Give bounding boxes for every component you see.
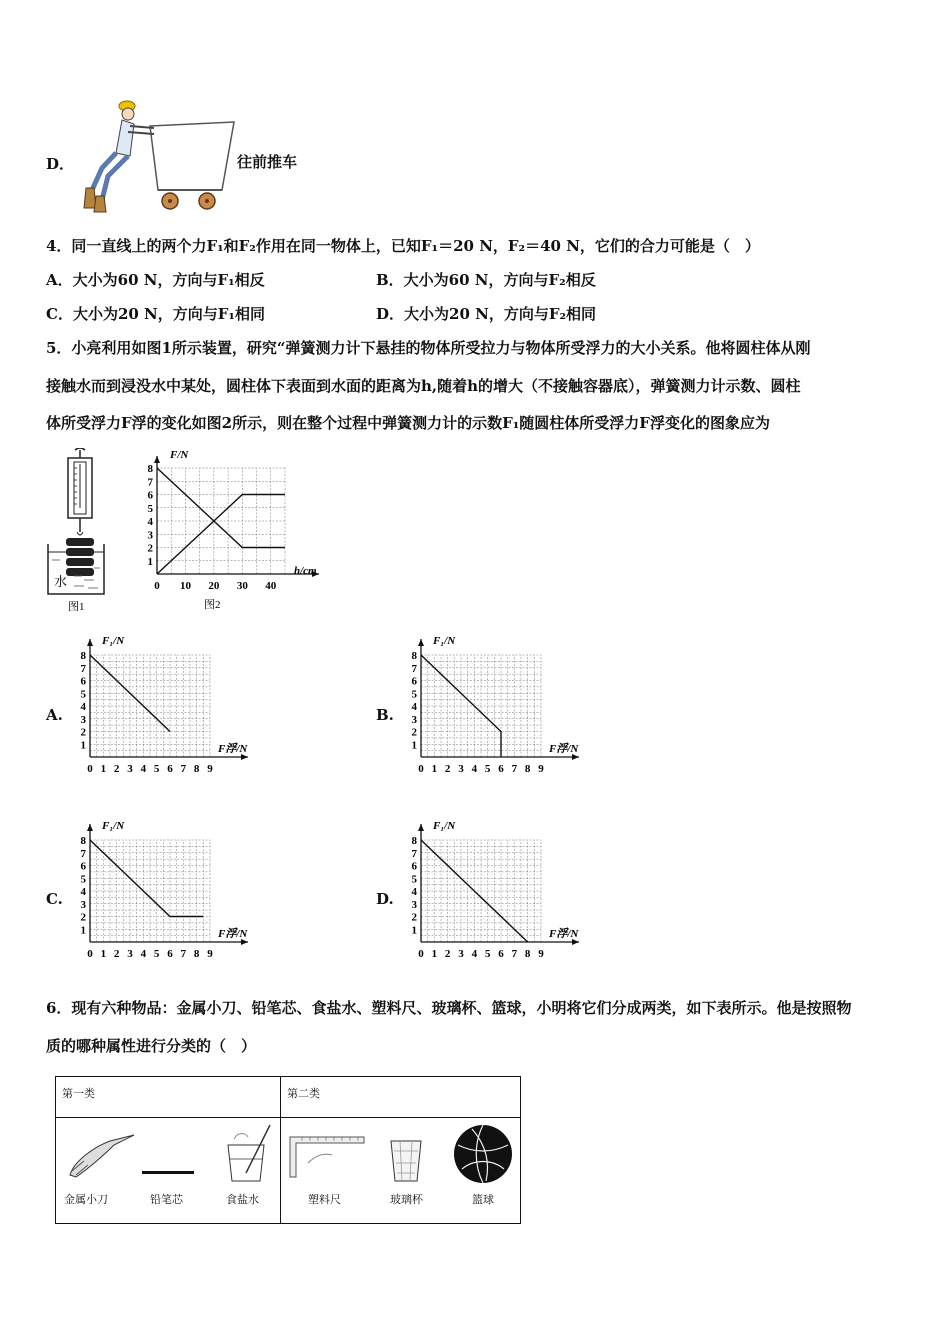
q3-option-d-text: 往前推车	[237, 153, 298, 171]
option-d-ytick: 6	[411, 860, 417, 873]
option-a-ytick: 5	[80, 688, 86, 701]
q5-option-c-chart	[72, 815, 262, 965]
option-c-xtick: 1	[100, 948, 107, 960]
q5-option-b-label: B.	[376, 706, 394, 724]
option-b-xtick: 9	[538, 763, 544, 775]
option-a-y-arrow	[87, 639, 93, 646]
option-a-xtick: 1	[100, 763, 107, 775]
option-a-ytick: 6	[80, 675, 86, 688]
option-a-xtick: 2	[113, 763, 120, 775]
option-d-ytick: 5	[411, 873, 417, 886]
fig2-ylabel: F/N	[170, 449, 189, 461]
classification-table	[55, 1076, 521, 1224]
option-b-ytick: 8	[411, 650, 417, 662]
item-metal-knife: 金属小刀	[64, 1193, 108, 1206]
option-b-ylabel: F₁/N	[433, 635, 456, 647]
option-a-ytick: 3	[80, 713, 86, 726]
option-c-xtick: 6	[167, 948, 173, 960]
item-salt-water: 食盐水	[226, 1193, 259, 1206]
table-header-class2: 第二类	[287, 1087, 320, 1100]
option-b-xtick: 1	[431, 763, 438, 775]
option-c-xtick: 7	[180, 948, 187, 960]
fig2-ytick: 7	[147, 476, 153, 489]
option-c-y-arrow	[87, 824, 93, 831]
figure1-caption: 图1	[68, 601, 85, 613]
push-cart-illustration	[72, 98, 237, 216]
option-b-ytick: 3	[411, 713, 417, 726]
figure1-water-label: 水	[54, 574, 68, 589]
option-a-xtick: 6	[167, 763, 173, 775]
basketball-image	[452, 1123, 514, 1185]
item-glass-cup: 玻璃杯	[390, 1193, 423, 1206]
option-c-xtick: 8	[193, 948, 200, 960]
fig2-y-arrow	[154, 456, 160, 463]
salt-water-image	[220, 1123, 274, 1185]
option-b-xtick: 4	[471, 763, 478, 775]
option-d-ytick: 7	[411, 847, 417, 860]
option-c-ytick: 3	[80, 898, 86, 911]
option-a-xtick: 4	[140, 763, 147, 775]
option-b-ytick: 6	[411, 675, 417, 688]
option-d-ytick: 8	[411, 835, 417, 847]
option-a-xtick: 5	[153, 763, 160, 775]
metal-knife-image	[64, 1131, 138, 1181]
option-b-xtick: 7	[511, 763, 518, 775]
option-d-xtick: 7	[511, 948, 518, 960]
fig2-xtick: 40	[265, 580, 277, 592]
option-d-xtick: 1	[431, 948, 438, 960]
option-b-ytick: 1	[411, 739, 417, 752]
glass-cup-image	[388, 1137, 424, 1185]
option-b-xtick: 0	[418, 763, 424, 775]
option-d-xtick: 5	[484, 948, 491, 960]
option-a-xtick: 9	[207, 763, 213, 775]
fig2-ytick: 2	[147, 542, 153, 555]
option-d-xtick: 2	[444, 948, 451, 960]
option-c-ytick: 7	[80, 847, 86, 860]
option-a-xtick: 7	[180, 763, 187, 775]
fig2-xtick: 20	[208, 580, 220, 592]
fig2-xtick: 10	[179, 580, 191, 592]
table-header-class1: 第一类	[62, 1087, 95, 1100]
fig2-xlabel: h/cm	[294, 565, 317, 577]
option-a-ytick: 7	[80, 662, 86, 675]
fig2-ytick: 4	[147, 516, 153, 528]
option-d-ytick: 1	[411, 924, 417, 937]
q5-stem-line1: 5．小亮利用如图1所示装置，研究“弹簧测力计下悬挂的物体所受拉力与物体所受浮力的大小关系。他将圆柱体从刚	[46, 339, 811, 357]
option-d-ytick: 4	[411, 886, 417, 898]
option-b-xtick: 3	[458, 763, 464, 775]
figure2-caption: 图2	[204, 599, 221, 611]
fig2-ytick: 3	[147, 529, 153, 542]
option-c-xtick: 9	[207, 948, 213, 960]
plastic-ruler-image	[288, 1133, 368, 1181]
option-a-ylabel: F₁/N	[102, 635, 125, 647]
option-c-ytick: 2	[80, 911, 86, 924]
option-b-xtick: 2	[444, 763, 451, 775]
option-c-ytick: 1	[80, 924, 86, 937]
option-d-xtick: 8	[524, 948, 531, 960]
fig2-ytick: 8	[147, 463, 153, 475]
option-b-ytick: 2	[411, 726, 417, 739]
option-d-ylabel: F₁/N	[433, 820, 456, 832]
option-b-ytick: 7	[411, 662, 417, 675]
option-b-xtick: 5	[484, 763, 491, 775]
item-basketball: 篮球	[472, 1193, 494, 1206]
q4-option-b: B．大小为60 N，方向与F₂相反	[376, 271, 596, 289]
option-b-xlabel: F浮/N	[549, 743, 579, 755]
q5-stem-line3: 体所受浮力F浮的变化如图2所示，则在整个过程中弹簧测力计的示数F₁随圆柱体所受浮力F浮变化的图象应为	[46, 414, 770, 432]
option-d-xtick: 0	[418, 948, 424, 960]
q5-option-a-chart	[72, 630, 262, 780]
option-d-xtick: 6	[498, 948, 504, 960]
q5-option-b-chart	[403, 630, 593, 780]
option-a-xtick: 3	[127, 763, 133, 775]
q4-option-a: A．大小为60 N，方向与F₁相反	[46, 271, 265, 289]
q6-stem-line1: 6．现有六种物品：金属小刀、铅笔芯、食盐水、塑料尺、玻璃杯、篮球，小明将它们分成两类，如下表所示。他是按照物	[46, 999, 852, 1017]
option-a-ytick: 2	[80, 726, 86, 739]
q4-stem: 4．同一直线上的两个力F₁和F₂作用在同一物体上，已知F₁＝20 N，F₂＝40 N，它们的合力可能是（ ）	[46, 237, 760, 255]
item-pencil-lead: 铅笔芯	[150, 1193, 183, 1206]
option-b-ytick: 4	[411, 701, 417, 713]
option-a-xlabel: F浮/N	[218, 743, 248, 755]
option-c-ytick: 6	[80, 860, 86, 873]
option-d-xtick: 4	[471, 948, 478, 960]
q6-stem-line2: 质的哪种属性进行分类的（ ）	[46, 1037, 257, 1055]
option-d-y-arrow	[418, 824, 424, 831]
option-d-ytick: 2	[411, 911, 417, 924]
option-a-xtick: 8	[193, 763, 200, 775]
option-a-xtick: 0	[87, 763, 93, 775]
option-a-ytick: 4	[80, 701, 86, 713]
q5-option-a-label: A.	[46, 706, 63, 724]
option-c-ylabel: F₁/N	[102, 820, 125, 832]
option-a-ytick: 1	[80, 739, 86, 752]
option-c-xtick: 2	[113, 948, 120, 960]
figure2-chart	[130, 446, 330, 616]
option-b-y-arrow	[418, 639, 424, 646]
q5-stem-line2: 接触水而到浸没水中某处，圆柱体下表面到水面的距离为h,随着h的增大（不接触容器底），弹簧测力计示数、圆柱	[46, 377, 801, 395]
option-d-xtick: 9	[538, 948, 544, 960]
fig2-xtick: 0	[154, 580, 160, 592]
q3-option-d-label: D．	[46, 155, 75, 173]
option-c-xtick: 0	[87, 948, 93, 960]
option-c-xtick: 3	[127, 948, 133, 960]
option-c-ytick: 4	[80, 886, 86, 898]
fig2-ytick: 1	[147, 555, 153, 568]
q4-option-c: C．大小为20 N，方向与F₁相同	[46, 305, 265, 323]
figure1-spring-scale	[44, 448, 108, 618]
option-c-xlabel: F浮/N	[218, 928, 248, 940]
option-b-ytick: 5	[411, 688, 417, 701]
option-d-xlabel: F浮/N	[549, 928, 579, 940]
option-a-ytick: 8	[80, 650, 86, 662]
option-b-xtick: 6	[498, 763, 504, 775]
q5-option-c-label: C.	[46, 890, 63, 908]
pencil-lead-image	[142, 1171, 194, 1174]
q4-option-d: D．大小为20 N，方向与F₂相同	[376, 305, 597, 323]
option-c-xtick: 4	[140, 948, 147, 960]
option-b-xtick: 8	[524, 763, 531, 775]
fig2-xtick: 30	[236, 580, 248, 592]
q5-option-d-label: D.	[376, 890, 394, 908]
fig2-ytick: 5	[147, 502, 153, 515]
item-plastic-ruler: 塑料尺	[308, 1193, 341, 1206]
option-d-xtick: 3	[458, 948, 464, 960]
option-c-xtick: 5	[153, 948, 160, 960]
fig2-ytick: 6	[147, 489, 153, 502]
option-c-ytick: 8	[80, 835, 86, 847]
option-c-ytick: 5	[80, 873, 86, 886]
option-d-ytick: 3	[411, 898, 417, 911]
q5-option-d-chart	[403, 815, 593, 965]
